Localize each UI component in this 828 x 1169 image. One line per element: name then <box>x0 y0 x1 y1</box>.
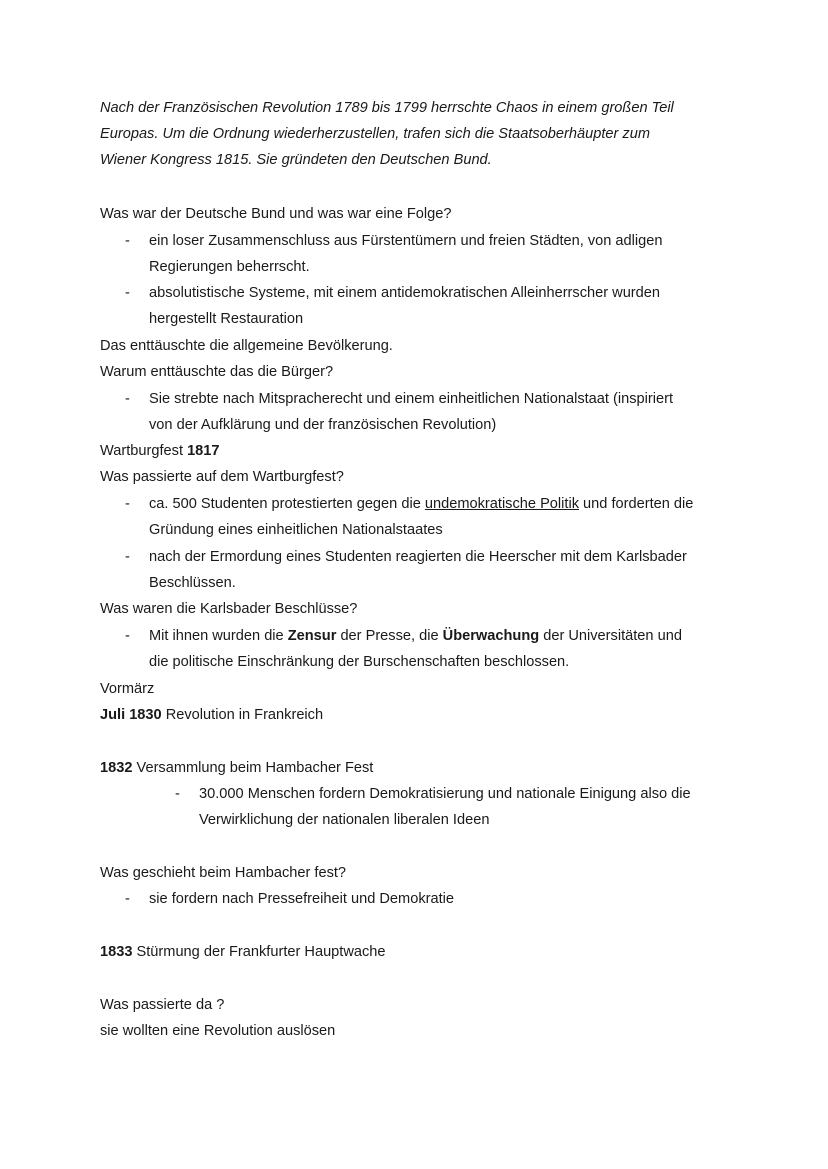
hambach-answer: sie fordern nach Pressefreiheit und Demokratie <box>149 891 455 907</box>
text-segment: der Presse, die <box>336 628 443 644</box>
frankfurt-answer: sie wollten eine Revolution auslösen <box>100 1023 336 1039</box>
event-1832 <box>100 758 373 778</box>
intro-line-2: Europas. Um die Ordnung wiederherzustellen, trafen sich die Staatsoberhäupter zum <box>100 126 650 142</box>
wartburg-item-1-line-1 <box>149 494 693 514</box>
question-deutscher-bund: Was war der Deutsche Bund und was war eine Folge? <box>100 206 452 222</box>
text-segment: ca. 500 Studenten protestierten gegen die <box>149 496 425 512</box>
statement-enttaeuscht: Das enttäuschte die allgemeine Bevölkerung. <box>100 338 393 354</box>
bold-zensur: Zensur <box>287 628 337 644</box>
event-text: Revolution in Frankreich <box>161 707 324 723</box>
event-text: Versammlung beim Hambacher Fest <box>132 760 374 776</box>
karlsbad-item-line-2: die politische Einschränkung der Burschenschaften beschlossen. <box>149 654 570 670</box>
year-1833: 1833 <box>100 944 133 960</box>
bullet-dash: - <box>125 891 130 907</box>
heading-vormaerz: Vormärz <box>100 681 155 697</box>
text-segment: und forderten die <box>579 496 694 512</box>
hambach-item-line-2: Verwirklichung der nationalen liberalen Ideen <box>199 812 490 828</box>
bullet-dash: - <box>125 628 130 644</box>
text-segment: der Universitäten und <box>539 628 682 644</box>
buerger-item-line-2: von der Aufklärung und der französischen Revolution) <box>149 417 497 433</box>
wartburgfest-year: 1817 <box>187 443 220 459</box>
wartburg-item-2-line-2: Beschlüssen. <box>149 575 236 591</box>
year-1832: 1832 <box>100 760 133 776</box>
question-hambacher: Was geschieht beim Hambacher fest? <box>100 865 347 881</box>
bullet-dash: - <box>175 786 180 802</box>
heading-wartburgfest <box>100 441 220 461</box>
bund-item-2-line-2: hergestellt Restauration <box>149 311 304 327</box>
bullet-dash: - <box>125 549 130 565</box>
wartburg-item-2-line-1: nach der Ermordung eines Studenten reagierten die Heerscher mit dem Karlsbader <box>149 549 687 565</box>
date-juli-1830: Juli 1830 <box>100 707 162 723</box>
bold-ueberwachung: Überwachung <box>442 628 540 644</box>
bund-item-2-line-1: absolutistische Systeme, mit einem antidemokratischen Alleinherrscher wurden <box>149 285 661 301</box>
intro-line-1: Nach der Französischen Revolution 1789 bis 1799 herrschte Chaos in einem großen Teil <box>100 100 674 116</box>
question-frankfurt: Was passierte da ? <box>100 997 225 1013</box>
underlined-text: undemokratische Politik <box>424 496 579 512</box>
bullet-dash: - <box>125 496 130 512</box>
event-1833 <box>100 942 386 962</box>
event-text: Stürmung der Frankfurter Hauptwache <box>132 944 386 960</box>
bund-item-1-line-2: Regierungen beherrscht. <box>149 259 310 275</box>
bullet-dash: - <box>125 391 130 407</box>
question-buerger: Warum enttäuschte das die Bürger? <box>100 364 334 380</box>
karlsbad-item-line-1 <box>149 626 682 646</box>
bullet-dash: - <box>125 233 130 249</box>
text-segment: Mit ihnen wurden die <box>149 628 288 644</box>
buerger-item-line-1: Sie strebte nach Mitspracherecht und einem einheitlichen Nationalstaat (inspiriert <box>149 391 674 407</box>
bund-item-1-line-1: ein loser Zusammenschluss aus Fürstentümern und freien Städten, von adligen <box>149 233 663 249</box>
bullet-dash: - <box>125 285 130 301</box>
question-wartburgfest: Was passierte auf dem Wartburgfest? <box>100 469 344 485</box>
intro-line-3: Wiener Kongress 1815. Sie gründeten den Deutschen Bund. <box>100 152 492 168</box>
wartburgfest-label: Wartburgfest <box>100 443 183 459</box>
question-karlsbader: Was waren die Karlsbader Beschlüsse? <box>100 601 358 617</box>
event-juli-1830 <box>100 705 323 725</box>
hambach-item-line-1: 30.000 Menschen fordern Demokratisierung und nationale Einigung also die <box>199 786 691 802</box>
wartburg-item-1-line-2: Gründung eines einheitlichen Nationalstaates <box>149 522 443 538</box>
